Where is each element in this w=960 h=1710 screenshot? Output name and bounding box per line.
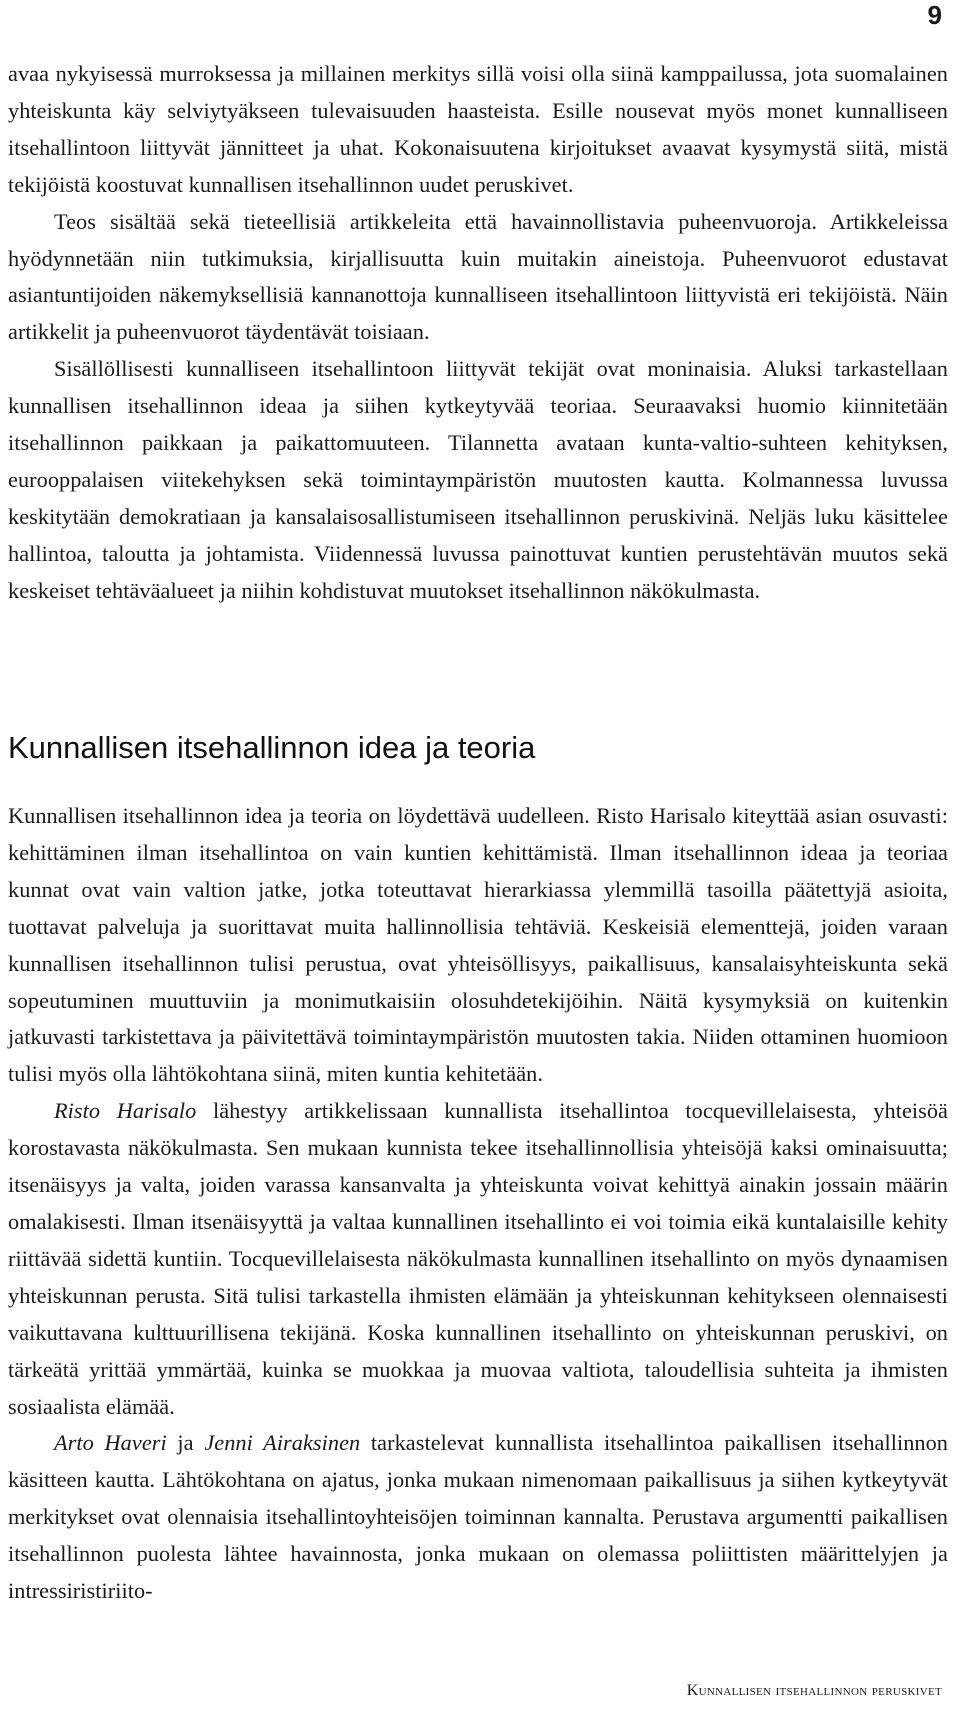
- author-name: Arto Haveri: [54, 1430, 167, 1456]
- paragraph-text: tarkastelevat kunnallista itsehallintoa paikallisen itsehallinnon käsitteen kautta. Lähtökohtana on ajatus, jonka mukaan nimenomaan paikallisuus ja siihen kytkeytyvät merkitykset ovat olennaisia itsehallintoyhteisöjen toiminnan kannalta. Perustava argumentti paikallisen itsehallinnon puolesta lähtee havainnosta, jonka mukaan on olemassa poliittisten määrittelyjen ja intressiristiriito-: [8, 1430, 948, 1604]
- intro-paragraph-3: Sisällöllisesti kunnalliseen itsehallintoon liittyvät tekijät ovat moninaisia. Aluksi tarkastellaan kunnallisen itsehallinnon ideaa ja siihen kytkeytyvää teoriaa. Seuraavaksi huomio kiinnitetään itsehallinnon paikkaan ja paikattomuuteen. Tilannetta avataan kunta-valtio-suhteen kehityksen, eurooppalaisen viitekehyksen sekä toimintaympäristön muutosten kautta. Kolmannessa luvussa keskitytään demokratiaan ja kansalaisosallistumiseen itsehallinnon peruskivinä. Neljäs luku käsittelee hallintoa, taloutta ja johtamista. Viidennessä luvussa painottuvat kuntien perustehtävän muutos sekä keskeiset tehtäväalueet ja niihin kohdistuvat muutokset itsehallinnon näkökulmasta.: [8, 356, 948, 603]
- paragraph-text: lähestyy artikkelissaan kunnallista itsehallintoa tocquevillelaisesta, yhteisöä korostavasta näkökulmasta. Sen mukaan kunnista tekee itsehallinnollisia yhteisöjä kaksi ominaisuutta; itsenäisyys ja valta, joiden varassa kansanvalta ja yhteiskunta voivat kehittyä ainakin jossain määrin omalakisesti. Ilman itsenäisyyttä ja valtaa kunnallinen itsehallinto ei voi toimia eikä kuntalaisille kehity riittävää sidettä kuntiin. Tocquevillelaisesta näkökulmasta kunnallinen itsehallinto on myös dynaamisen yhteiskunnan perusta. Sitä tulisi tarkastella ihmisten elämään ja yhteiskunnan kehitykseen olennaisesti vaikuttavana kulttuurillisena tekijänä. Koska kunnallinen itsehallinto on yhteiskunnan peruskivi, on tärkeätä yrittää ymmärtää, kuinka se muokkaa ja muovaa valtiota, taloudellisia suhteita ja ihmisten sosiaalista elämää.: [8, 1098, 949, 1419]
- author-name: Jenni Airaksinen: [204, 1430, 361, 1456]
- author-name: Risto Harisalo: [54, 1098, 197, 1124]
- section-paragraph-2: [8, 1093, 948, 1425]
- intro-paragraph-1: avaa nykyisessä murroksessa ja millainen merkitys sillä voisi olla siinä kamppailussa, jota suomalainen yhteiskunta käy selviytyäkseen tulevaisuuden haasteista. Esille nousevat myös monet kunnalliseen itsehallintoon liittyvät jännitteet ja uhat. Kokonaisuutena kirjoitukset avaavat kysymystä siitä, mistä tekijöistä koostuvat kunnallisen itsehallinnon uudet peruskivet.: [8, 61, 948, 197]
- section-paragraph-3: [8, 1425, 948, 1610]
- running-footer: Kunnallisen itsehallinnon peruskivet: [686, 1682, 942, 1699]
- section-paragraph-1: Kunnallisen itsehallinnon idea ja teoria on löydettävä uudelleen. Risto Harisalo kiteyttää asian osuvasti: kehittäminen ilman itsehallintoa on vain kuntien kehittämistä. Ilman itsehallinnon ideaa ja teoriaa kunnat ovat vain valtion jatke, jotka toteuttavat hierarkiassa ylemmillä tasoilla päätettyjä asioita, tuottavat palveluja ja suorittavat muita hallinnollisia tehtäviä. Keskeisiä elementtejä, joiden varaan kunnallisen itsehallinnon tulisi perustua, ovat yhteisöllisyys, paikallisuus, kansalaisyhteiskunta sekä sopeutuminen muuttuviin ja monimutkaisiin olosuhdetekijöihin. Näitä kysymyksiä on kuitenkin jatkuvasti tarkistettava ja päivitettävä toimintaympäristön muutosten takia. Niiden ottaminen huomioon tulisi myös olla lähtökohtana siinä, miten kuntia kehitetään.: [8, 803, 948, 1087]
- section-heading: Kunnallisen itsehallinnon idea ja teoria: [8, 730, 536, 765]
- page-number: 9: [927, 0, 942, 30]
- intro-text: [8, 56, 948, 610]
- section-text: [8, 798, 948, 1610]
- conjunction: ja: [166, 1430, 205, 1456]
- intro-paragraph-2: Teos sisältää sekä tieteellisiä artikkeleita että havainnollistavia puheenvuoroja. Artikkeleissa hyödynnetään niin tutkimuksia, kirjallisuutta kuin muitakin aineistoja. Puheenvuorot edustavat asiantuntijoiden näkemyksellisiä kannanottoja kunnalliseen itsehallintoon liittyvistä eri tekijöistä. Näin artikkelit ja puheenvuorot täydentävät toisiaan.: [8, 208, 948, 345]
